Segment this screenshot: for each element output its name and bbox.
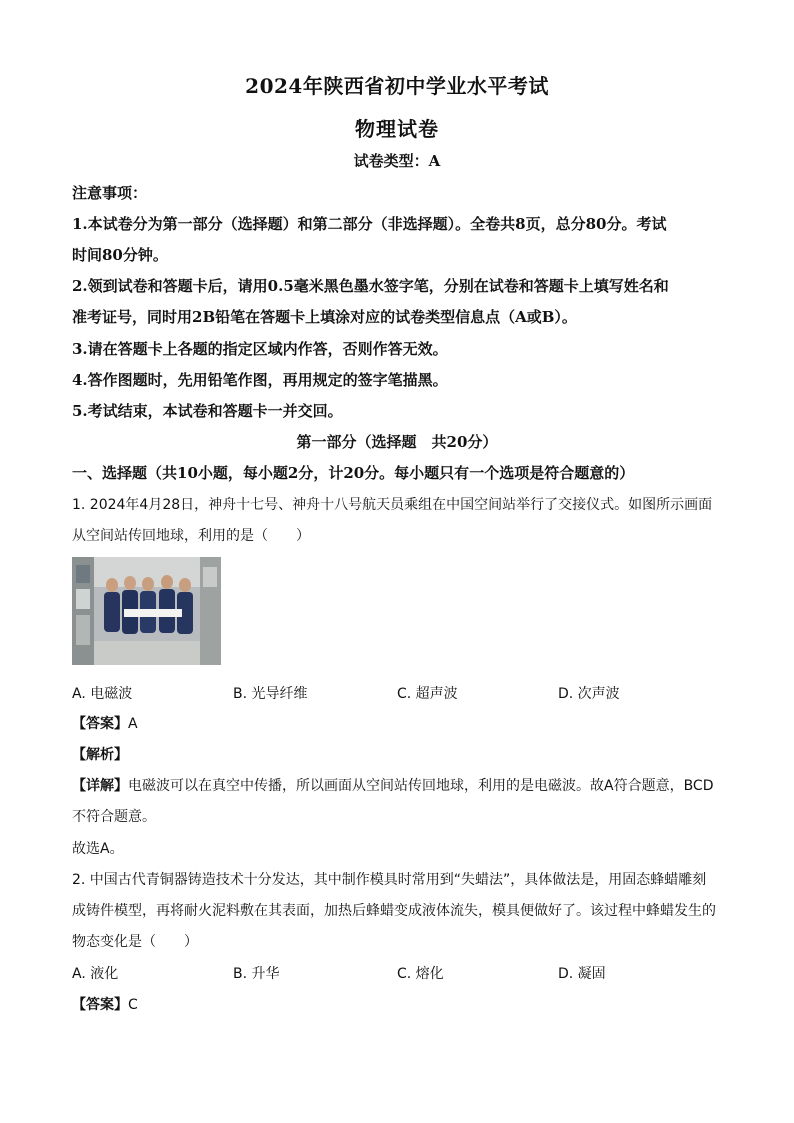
q2-option-a: A. 液化 (72, 966, 119, 982)
q1-answer (72, 713, 732, 733)
q2-stem-line-1: 2. 中国古代青铜器铸造技术十分发达，其中制作模具时常用到“失蜡法”，具体做法是，用固态蜂蜡雕刻 (72, 872, 707, 888)
q2-answer (72, 994, 732, 1014)
q1-option-d: D. 次声波 (558, 686, 620, 702)
answer-tag: 【答案】 (72, 716, 128, 732)
q1-detail-line-1 (72, 775, 732, 795)
notice-line-1: 1.本试卷分为第一部分（选择题）和第二部分（非选择题）。全卷共8页，总分80分。考试 (72, 215, 667, 233)
answer-value: C (128, 997, 138, 1013)
q2-option-b: B. 升华 (233, 966, 280, 982)
q2-stem-line-3: 物态变化是（ ） (72, 934, 198, 950)
q1-conclusion: 故选A。 (72, 841, 124, 857)
answer-value: A (128, 716, 138, 732)
notice-heading: 注意事项： (72, 184, 148, 202)
notice-line-4: 准考证号，同时用2B铅笔在答题卡上填涂对应的试卷类型信息点（A或B）。 (72, 308, 577, 326)
q2-option-c: C. 熔化 (397, 966, 444, 982)
subject-title: 物理试卷 (355, 117, 439, 141)
paper-type: 试卷类型：A (353, 152, 441, 170)
notice-line-3: 2.领到试卷和答题卡后，请用0.5毫米黑色墨水签字笔，分别在试卷和答题卡上填写姓名和 (72, 277, 669, 295)
q1-stem-line-2: 从空间站传回地球，利用的是（ ） (72, 528, 310, 544)
notice-line-7: 5.考试结束，本试卷和答题卡一并交回。 (72, 402, 343, 420)
detail-tag: 【详解】 (72, 778, 128, 794)
space-station-photo (72, 557, 221, 665)
notice-line-5: 3.请在答题卡上各题的指定区域内作答，否则作答无效。 (72, 340, 448, 358)
q2-stem-line-2: 成铸件模型，再将耐火泥料敷在其表面，加热后蜂蜡变成液体流失，模具便做好了。该过程中蜂蜡发生的 (72, 903, 716, 919)
q1-detail-line-2: 不符合题意。 (72, 809, 156, 825)
q1-analysis-tag: 【解析】 (72, 747, 128, 763)
answer-tag: 【答案】 (72, 997, 128, 1013)
q1-option-c: C. 超声波 (397, 686, 458, 702)
part-title: 第一部分（选择题 共20分） (296, 433, 498, 451)
q2-option-d: D. 凝固 (558, 966, 606, 982)
section-heading: 一、选择题（共10小题，每小题2分，计20分。每小题只有一个选项是符合题意的） (72, 464, 635, 482)
detail-text: 电磁波可以在真空中传播，所以画面从空间站传回地球，利用的是电磁波。故A符合题意，BCD (128, 778, 714, 794)
exam-title: 2024年陕西省初中学业水平考试 (245, 74, 549, 98)
q1-option-a: A. 电磁波 (72, 686, 133, 702)
q1-stem-line-1: 1. 2024年4月28日，神舟十七号、神舟十八号航天员乘组在中国空间站举行了交接仪式。如图所示画面 (72, 497, 713, 513)
notice-line-2: 时间80分钟。 (72, 246, 168, 264)
astronauts-image (72, 557, 221, 665)
notice-line-6: 4.答作图题时，先用铅笔作图，再用规定的签字笔描黑。 (72, 371, 448, 389)
q1-option-b: B. 光导纤维 (233, 686, 308, 702)
